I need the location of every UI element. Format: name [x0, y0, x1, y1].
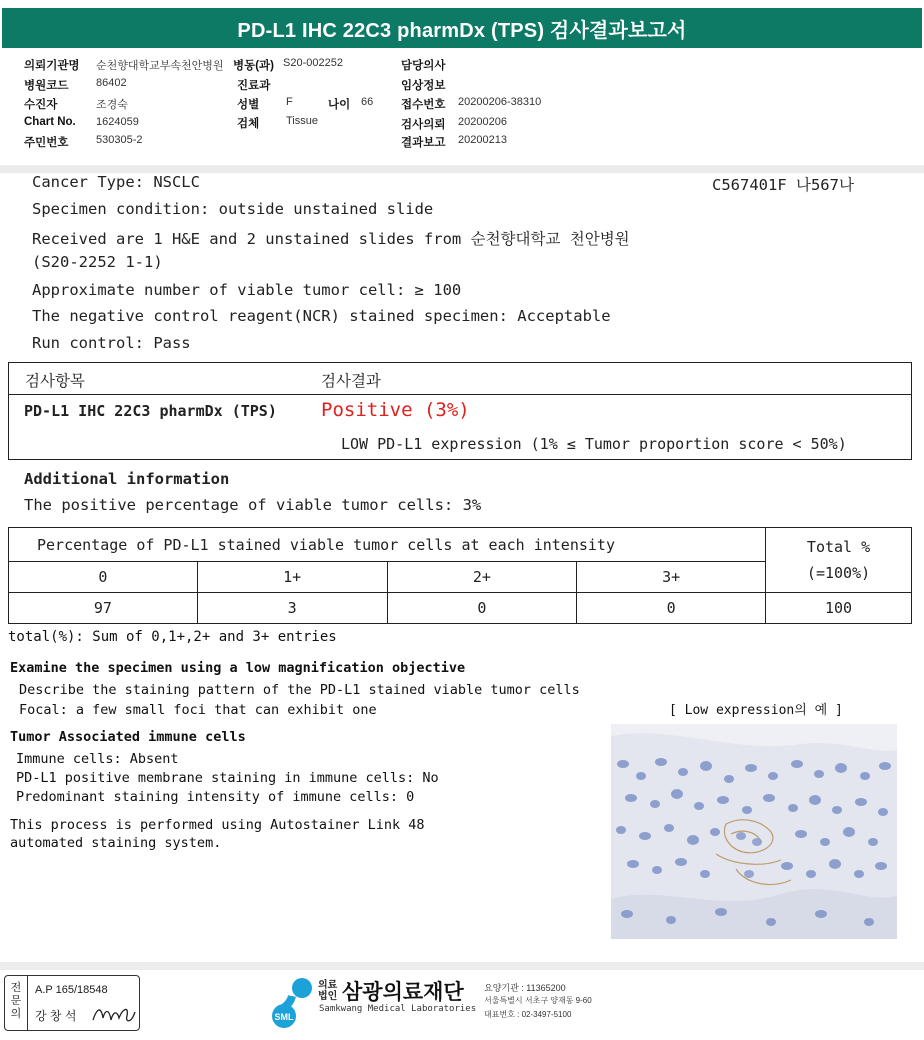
- department-label: 병동(과): [233, 60, 274, 72]
- positive-percentage: The positive percentage of viable tumor cells: 3%: [24, 496, 482, 514]
- org-code: 요양기관 : 11365200: [484, 983, 566, 993]
- chart-no-value: 1624059: [96, 116, 139, 128]
- org-phone: 대표번호 : 02-3497-5100: [484, 1010, 572, 1019]
- process-line-2: automated staining system.: [10, 835, 222, 851]
- received-slides: Received are 1 H&E and 2 unstained slides from 순천향대학교 천안병원: [32, 230, 630, 248]
- specimen-label: 검체: [237, 118, 260, 130]
- value-cell: 3: [197, 593, 387, 624]
- institution-value: 순천향대학교부속천안병원: [96, 60, 224, 72]
- request-date-label: 검사의뢰: [401, 119, 446, 131]
- stamp-name: 강 창 석: [35, 1009, 77, 1023]
- immune-line-2: PD-L1 positive membrane staining in immune cells: No: [16, 770, 439, 786]
- ncr-result: The negative control reagent(NCR) stained specimen: Acceptable: [32, 307, 611, 325]
- total-header-line1: Total %: [806, 538, 871, 556]
- value-cell: 0: [387, 593, 577, 624]
- stamp-ref: A.P 165/18548: [35, 984, 108, 996]
- level-cell: 0: [9, 562, 198, 593]
- hospital-code-value: 86402: [96, 77, 127, 89]
- sex-value: F: [286, 96, 293, 108]
- image-caption: [ Low expression의 예 ]: [669, 703, 843, 718]
- signature-icon: [91, 1002, 137, 1026]
- age-value: 66: [361, 96, 374, 108]
- sample-code: C567401F 나567나: [712, 176, 854, 194]
- id-no-value: 530305-2: [96, 134, 143, 146]
- age-label: 나이: [328, 99, 351, 111]
- hospital-code-label: 병원코드: [24, 80, 69, 92]
- slide-id: (S20-2252 1-1): [32, 253, 163, 271]
- report-date-label: 결과보고: [401, 137, 446, 149]
- specimen-value: Tissue: [286, 115, 318, 127]
- org-english: Samkwang Medical Laboratories: [319, 1004, 477, 1014]
- org-prefix: 의료법인: [318, 980, 338, 1002]
- immune-line-1: Immune cells: Absent: [16, 751, 179, 767]
- level-cell: 2+: [387, 562, 577, 593]
- value-cell: 97: [9, 593, 198, 624]
- result-header-row: [9, 363, 911, 395]
- examine-line-1: Describe the staining pattern of the PD-L1 stained viable tumor cells: [19, 682, 580, 698]
- id-no-label: 주민번호: [24, 137, 69, 149]
- result-interpretation: LOW PD-L1 expression (1% ≤ Tumor proportion score < 50%): [341, 435, 847, 453]
- institution-label: 의뢰기관명: [24, 60, 80, 72]
- sml-logo-icon: [268, 976, 320, 1028]
- level-cell: 1+: [197, 562, 387, 593]
- result-value: Positive (3%): [321, 399, 470, 421]
- pathologist-stamp: [4, 975, 140, 1031]
- receipt-no-value: 20200206-38310: [458, 96, 542, 108]
- intensity-value-row: [9, 593, 912, 624]
- stamp-separator: [27, 976, 28, 1030]
- org-name: 삼광의료재단: [342, 981, 464, 1004]
- org-address: 서울특별시 서초구 양재동 9-60: [484, 996, 592, 1005]
- department-value: S20-002252: [283, 57, 343, 69]
- process-line-1: This process is performed using Autostainer Link 48: [10, 817, 425, 833]
- examine-line-2: Focal: a few small foci that can exhibit one: [19, 702, 377, 718]
- intensity-table: [8, 527, 912, 624]
- additional-heading: Additional information: [24, 470, 230, 488]
- result-col-result: 검사결과: [321, 372, 381, 390]
- footer: [0, 962, 924, 1040]
- report-title: PD-L1 IHC 22C3 pharmDx (TPS) 검사결과보고서: [2, 8, 922, 48]
- chart-no-label: Chart No.: [24, 116, 76, 128]
- patient-value: 조경숙: [96, 99, 128, 111]
- total-header-line2: (=100%): [806, 564, 871, 582]
- result-col-item: 검사항목: [25, 372, 85, 390]
- footer-divider: [0, 962, 924, 970]
- examine-heading: Examine the specimen using a low magnification objective: [10, 660, 466, 676]
- run-control: Run control: Pass: [32, 334, 191, 352]
- intensity-header: Percentage of PD-L1 stained viable tumor cells at each intensity: [9, 528, 766, 562]
- immune-line-3: Predominant staining intensity of immune cells: 0: [16, 789, 415, 805]
- test-name: PD-L1 IHC 22C3 pharmDx (TPS): [24, 402, 277, 420]
- immune-heading: Tumor Associated immune cells: [10, 729, 246, 745]
- total-cell: 100: [766, 593, 912, 624]
- viable-cells: Approximate number of viable tumor cell: ≥ 100: [32, 281, 462, 299]
- result-box: [8, 362, 912, 460]
- specimen-condition: Specimen condition: outside unstained slide: [32, 200, 434, 218]
- sex-label: 성별: [237, 99, 260, 111]
- clinical-label: 임상정보: [401, 80, 446, 92]
- receipt-no-label: 접수번호: [401, 99, 446, 111]
- patient-label: 수진자: [24, 99, 58, 111]
- total-header: [766, 528, 912, 593]
- request-date-value: 20200206: [458, 116, 507, 128]
- tissue-micrograph-svg: [611, 724, 897, 939]
- section-divider: [0, 165, 924, 173]
- patient-info-header: [0, 52, 924, 162]
- report-date-value: 20200213: [458, 134, 507, 146]
- diagnosis-label: 진료과: [237, 80, 271, 92]
- value-cell: 0: [577, 593, 766, 624]
- tissue-micrograph: [611, 724, 897, 939]
- level-cell: 3+: [577, 562, 766, 593]
- physician-label: 담당의사: [401, 60, 446, 72]
- logo-text: SML: [274, 1012, 294, 1022]
- cancer-type: Cancer Type: NSCLC: [32, 173, 200, 191]
- stamp-side: 전문의: [10, 982, 22, 1020]
- table-footnote: total(%): Sum of 0,1+,2+ and 3+ entries: [8, 629, 337, 645]
